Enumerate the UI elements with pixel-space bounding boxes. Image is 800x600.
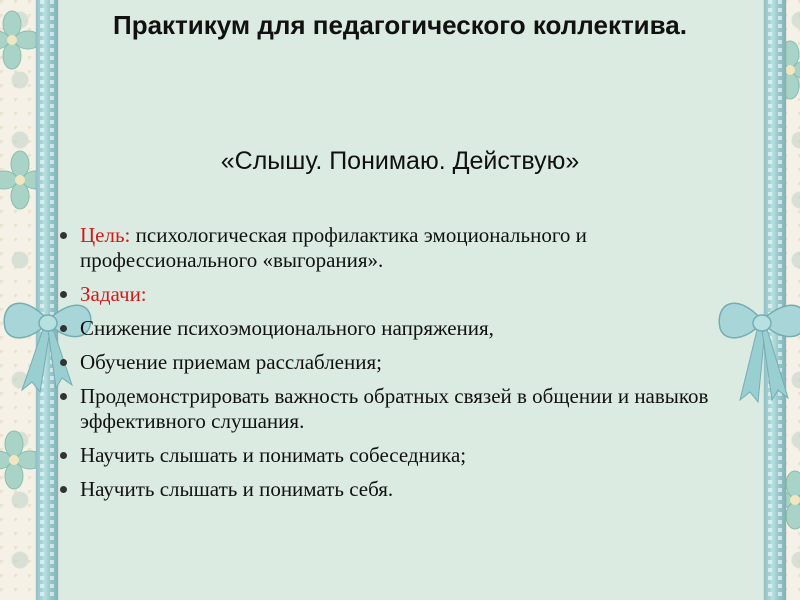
list-item [60, 384, 720, 434]
bullet-icon [60, 393, 67, 400]
list-item [60, 477, 720, 502]
list-item [60, 316, 720, 341]
content-list [60, 223, 720, 511]
bullet-icon [60, 486, 67, 493]
list-item-goal [60, 223, 720, 273]
slide-subtitle: «Слышу. Понимаю. Действую» [220, 147, 580, 175]
list-item-text: Снижение психоэмоционального напряжения, [80, 316, 494, 340]
list-item [60, 350, 720, 375]
bullet-icon [60, 232, 67, 239]
bullet-icon [60, 325, 67, 332]
list-item-text: Научить слышать и понимать себя. [80, 477, 394, 501]
list-item-text: Научить слышать и понимать собеседника; [80, 443, 467, 467]
list-item-text: Обучение приемам расслабления; [80, 350, 382, 374]
goal-label: Цель: [80, 223, 131, 247]
list-item [60, 443, 720, 468]
tasks-label: Задачи: [80, 282, 147, 306]
slide-title: Практикум для педагогического коллектива. [113, 10, 687, 40]
goal-text: психологическая профилактика эмоционального и профессионального «выгорания». [80, 223, 587, 272]
ribbon-bow-icon [710, 250, 800, 410]
list-item-tasks [60, 282, 720, 307]
list-item-text: Продемонстрировать важность обратных связей в общении и навыков эффективного слушания. [80, 384, 709, 433]
bullet-icon [60, 291, 67, 298]
bullet-icon [60, 359, 67, 366]
bullet-icon [60, 452, 67, 459]
